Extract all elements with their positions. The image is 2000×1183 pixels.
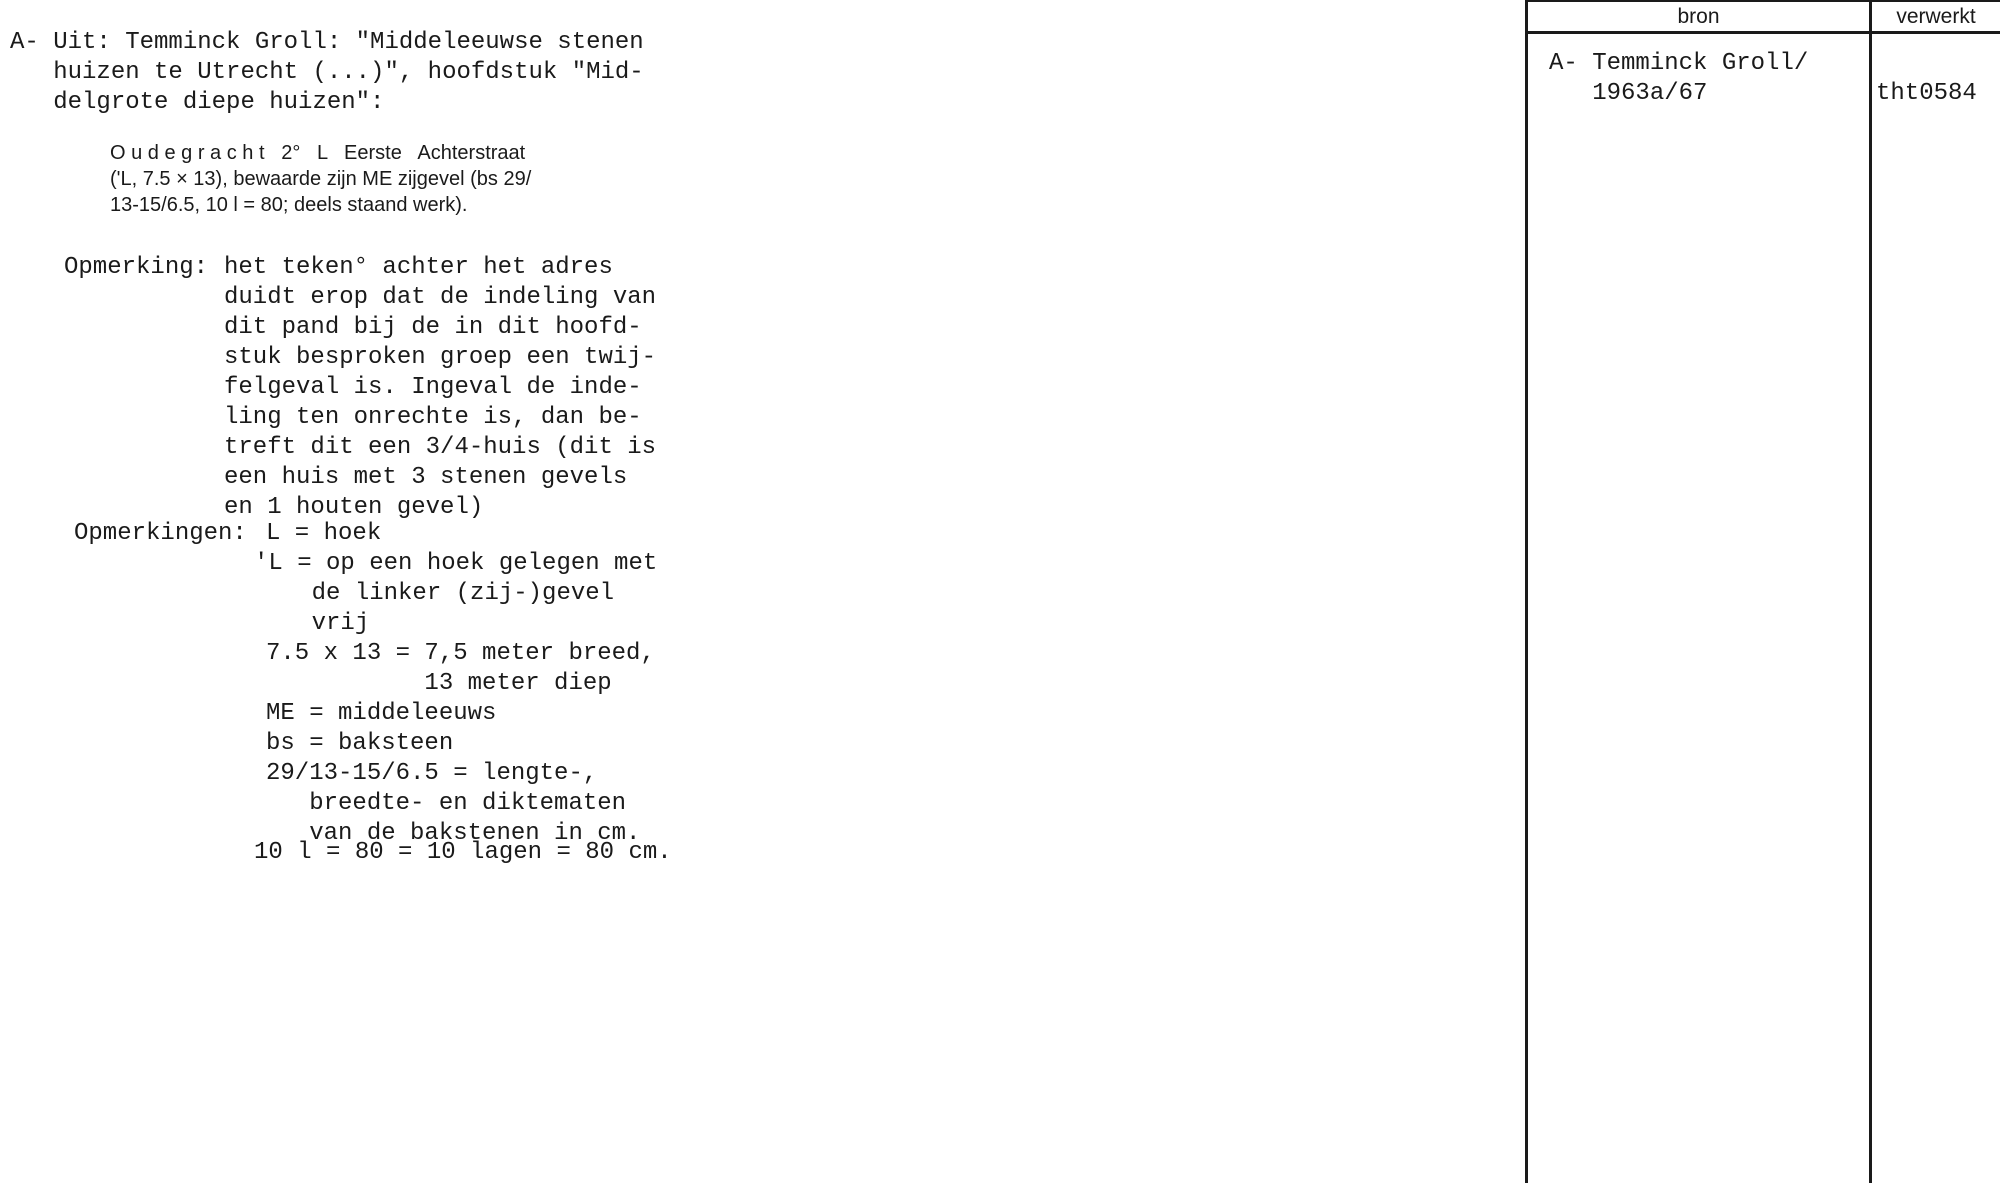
legend-line: van de bakstenen in cm.	[266, 820, 641, 847]
intro-line: A- Uit: Temminck Groll: "Middeleeuwse stenen	[10, 29, 644, 56]
intro-line: huizen te Utrecht (...)", hoofdstuk "Mid-	[10, 59, 644, 86]
legend-line: de linker (zij-)gevel	[254, 580, 615, 607]
legend-line: 29/13-15/6.5 = lengte-,	[266, 760, 598, 787]
legend-line: 'L = op een hoek gelegen met	[254, 550, 658, 577]
header-bron: bron	[1677, 5, 1720, 28]
note-line: en 1 houten gevel)	[224, 494, 484, 521]
header-verwerkt: verwerkt	[1896, 5, 1976, 28]
legend-line: bs = baksteen	[266, 730, 454, 757]
legend-line: 13 meter diep	[266, 670, 612, 697]
header-rule	[1525, 31, 2000, 34]
column-divider	[1869, 0, 1872, 1183]
note-line: een huis met 3 stenen gevels	[224, 464, 628, 491]
opmerkingen-label: Opmerkingen:	[74, 520, 247, 547]
legend-line: L = hoek	[266, 520, 382, 547]
legend-line: vrij	[254, 610, 370, 637]
opmerking-label: Opmerking:	[64, 254, 209, 281]
note-line: duidt erop dat de indeling van	[224, 284, 657, 311]
note-line: dit pand bij de in dit hoofd-	[224, 314, 642, 341]
note-line: het teken° achter het adres	[224, 254, 613, 281]
table-top-border	[1525, 0, 2000, 2]
quote-line: 13-15/6.5, 10 l = 80; deels staand werk).	[110, 194, 468, 216]
quote-line: O u d e g r a c h t 2° L Eerste Achterstraat	[110, 142, 526, 164]
note-line: ling ten onrechte is, dan be-	[224, 404, 642, 431]
note-line: stuk besproken groep een twij-	[224, 344, 657, 371]
intro-line: delgrote diepe huizen":	[10, 89, 385, 116]
legend-line: breedte- en diktematen	[266, 790, 627, 817]
quote-line: ('L, 7.5 × 13), bewaarde zijn ME zijgevel (bs 29/	[110, 168, 532, 190]
legend-line: 10 l = 80 = 10 lagen = 80 cm.	[254, 839, 672, 866]
table-left-border	[1525, 0, 1528, 1183]
verwerkt-code: tht0584	[1876, 80, 1977, 107]
legend-line: ME = middeleeuws	[266, 700, 497, 727]
bron-line: 1963a/67	[1549, 80, 1708, 107]
legend-line: 7.5 x 13 = 7,5 meter breed,	[266, 640, 655, 667]
note-line: treft dit een 3/4-huis (dit is	[224, 434, 657, 461]
note-line: felgeval is. Ingeval de inde-	[224, 374, 642, 401]
bron-line: A- Temminck Groll/	[1549, 50, 1809, 77]
